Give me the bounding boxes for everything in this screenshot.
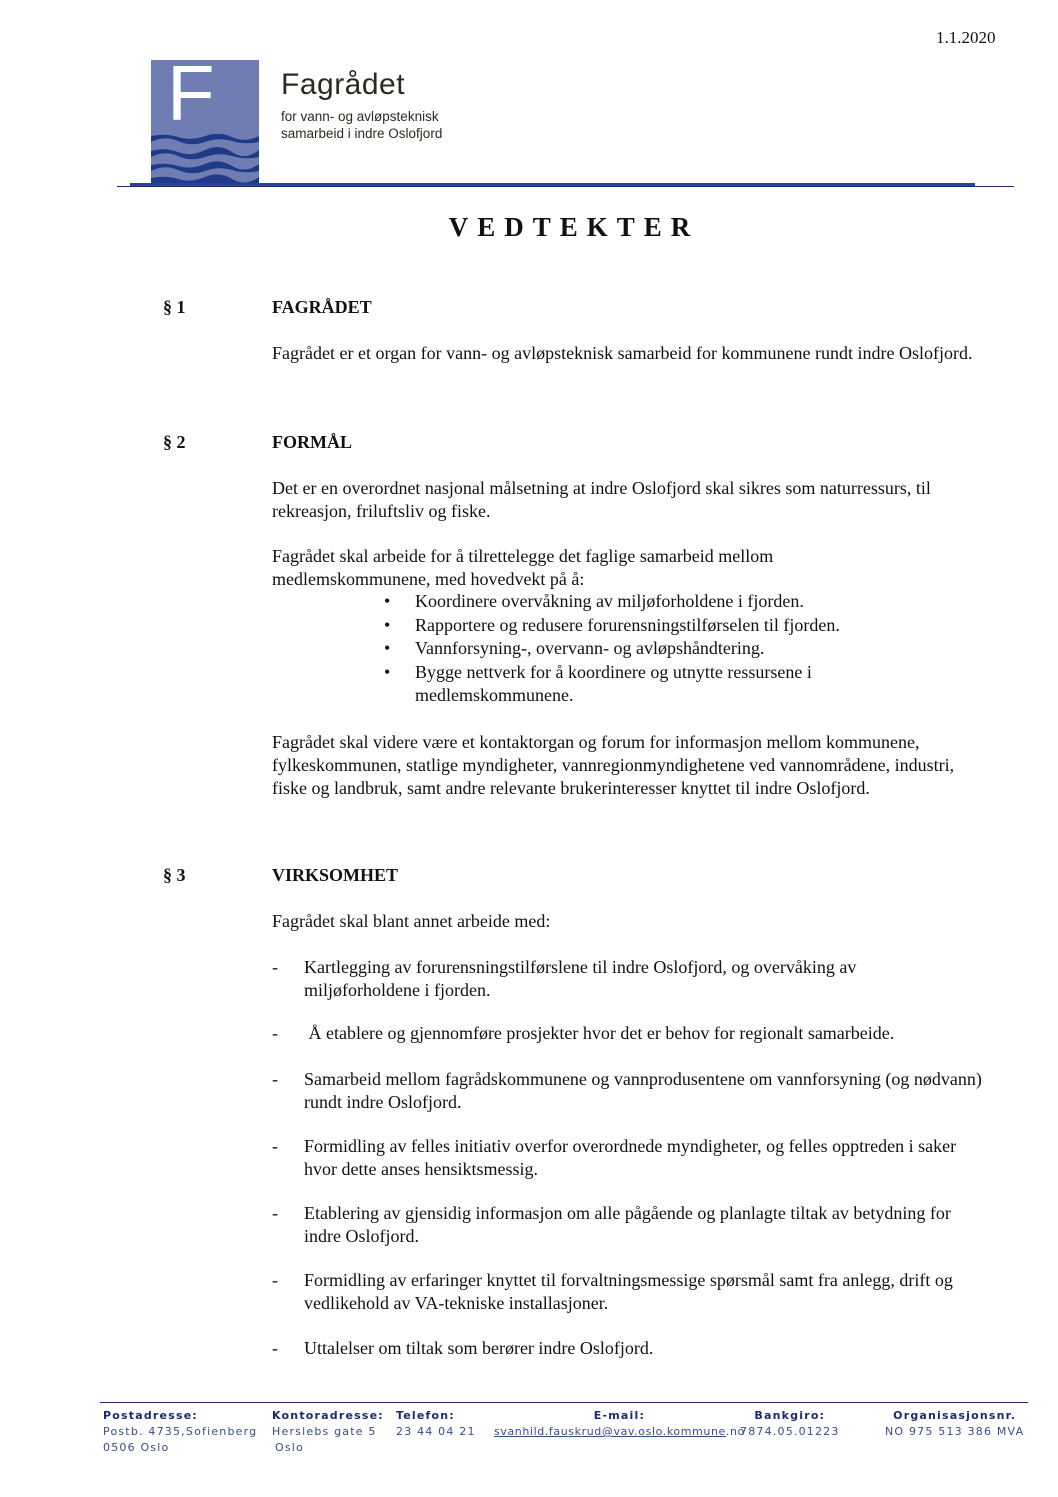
dash-icon: -	[272, 957, 278, 977]
footer-label: Organisasjonsnr.	[893, 1409, 1017, 1422]
document-title: VEDTEKTER	[448, 212, 700, 242]
list-item	[384, 590, 984, 614]
section-heading: FAGRÅDET	[272, 297, 372, 317]
list-item	[272, 956, 922, 1002]
logo-mark	[151, 60, 259, 186]
footer-value: Postb. 4735,Sofienberg	[103, 1425, 258, 1438]
section-heading: FORMÅL	[272, 432, 352, 452]
list-item-text: Vannforsyning-, overvann- og avløpshåndtering.	[415, 638, 765, 658]
footer-value: Herslebs gate 5	[272, 1425, 377, 1438]
section-number: § 2	[163, 432, 186, 452]
list-item-text: Rapportere og redusere forurensningstilførselen til fjorden.	[415, 614, 840, 635]
list-item-text: Å etablere og gjennomføre prosjekter hvor det er behov for regionalt samarbeide.	[304, 1023, 895, 1043]
footer-kontoradresse	[272, 1408, 384, 1456]
footer-value: 0506 Oslo	[103, 1441, 170, 1454]
footer-label: Telefon:	[396, 1409, 455, 1422]
list-item	[384, 637, 984, 661]
email-link[interactable]: svanhild.fauskrud@vav.oslo.kommune	[494, 1425, 726, 1438]
footer-rule	[100, 1402, 1028, 1403]
dash-icon: -	[272, 1136, 278, 1156]
footer-label: Kontoradresse:	[272, 1409, 384, 1422]
logo-letter: F	[167, 60, 215, 137]
dash-icon: -	[272, 1338, 278, 1358]
list-item	[272, 1337, 992, 1360]
dash-icon: -	[272, 1270, 278, 1290]
section-paragraph: Fagrådet er et organ for vann- og avløpsteknisk samarbeid for kommunene rundt indre Oslofjord.	[272, 343, 973, 363]
section-paragraph: Det er en overordnet nasjonal målsetning at indre Oslofjord skal sikres som naturressurs, til rekreasjon, friluftsliv og fiske.	[272, 478, 931, 521]
section-number: § 3	[163, 865, 186, 885]
logo-subtitle	[281, 108, 442, 142]
footer-telefon	[396, 1408, 476, 1440]
header-rule-thin	[117, 186, 1014, 187]
bullet-icon: •	[384, 591, 391, 611]
logo-subtitle-line2: samarbeid i indre Oslofjord	[281, 126, 443, 141]
bullet-list	[384, 590, 984, 708]
footer-label: Postadresse:	[103, 1409, 198, 1422]
section-number: § 1	[163, 297, 186, 317]
list-item-text: Uttalelser om tiltak som berører indre Oslofjord.	[304, 1338, 654, 1358]
list-item-text: Koordinere overvåkning av miljøforholdene i fjorden.	[415, 591, 804, 611]
section-paragraph: Fagrådet skal videre være et kontaktorgan og forum for informasjon mellom kommunene, fylkeskommunen, statlige myndigheter, vannregionmyndighetene ved vannområdene, industri, fiske og landbruk, samt andre relevante brukerinteresser knyttet til indre Oslofjord.	[272, 732, 955, 798]
list-item	[272, 1202, 992, 1248]
footer-value: 7874.05.01223	[740, 1425, 840, 1438]
bullet-icon: •	[384, 661, 391, 682]
logo-subtitle-line1: for vann- og avløpsteknisk	[281, 109, 439, 124]
list-item-text: Etablering av gjensidig informasjon om alle pågående og planlagte tiltak av betydning for indre Oslofjord.	[304, 1203, 951, 1246]
list-item	[272, 1022, 992, 1045]
footer-orgnr	[885, 1408, 1024, 1440]
list-item	[384, 661, 855, 708]
footer-bankgiro	[740, 1408, 840, 1440]
list-item-text: Formidling av erfaringer knyttet til forvaltningsmessige spørsmål samt fra anlegg, drift og vedlikehold av VA-tekniske installasjoner.	[304, 1270, 953, 1313]
footer-email	[494, 1408, 745, 1440]
list-item	[272, 1068, 992, 1114]
list-item	[272, 1135, 992, 1181]
footer-value: Oslo	[275, 1441, 304, 1454]
list-item-text: Formidling av felles initiativ overfor overordnede myndigheter, og felles opptreden i saker hvor dette anses hensiktsmessig.	[304, 1136, 957, 1179]
section-paragraph: Fagrådet skal arbeide for å tilrettelegge det faglige samarbeid mellom medlemskommunene, med hovedvekt på å:	[272, 546, 774, 589]
section-paragraph: Fagrådet skal blant annet arbeide med:	[272, 911, 551, 931]
document-date: 1.1.2020	[936, 28, 996, 47]
bullet-icon: •	[384, 614, 391, 635]
dash-icon: -	[272, 1069, 278, 1089]
list-item	[272, 1269, 992, 1315]
bullet-icon: •	[384, 638, 391, 658]
logo-name: Fagrådet	[281, 68, 406, 101]
list-item-text: Kartlegging av forurensningstilførslene til indre Oslofjord, og overvåking av miljøforholdene i fjorden.	[304, 957, 857, 1000]
footer-label: E-mail:	[593, 1409, 646, 1422]
dash-icon: -	[272, 1203, 278, 1223]
list-item-text: Bygge nettverk for å koordinere og utnytte ressursene i medlemskommunene.	[415, 661, 812, 705]
section-heading: VIRKSOMHET	[272, 865, 399, 885]
dash-icon: -	[272, 1023, 278, 1043]
waves-icon	[151, 134, 259, 186]
footer-value: NO 975 513 386 MVA	[885, 1425, 1025, 1438]
list-item	[384, 614, 984, 638]
footer-postadresse	[103, 1408, 257, 1456]
list-item-text: Samarbeid mellom fagrådskommunene og vannprodusentene om vannforsyning (og nødvann) rundt indre Oslofjord.	[304, 1069, 982, 1112]
footer-label: Bankgiro:	[754, 1409, 826, 1422]
email-suffix: .no	[725, 1425, 745, 1438]
footer-value: 23 44 04 21	[396, 1425, 476, 1438]
